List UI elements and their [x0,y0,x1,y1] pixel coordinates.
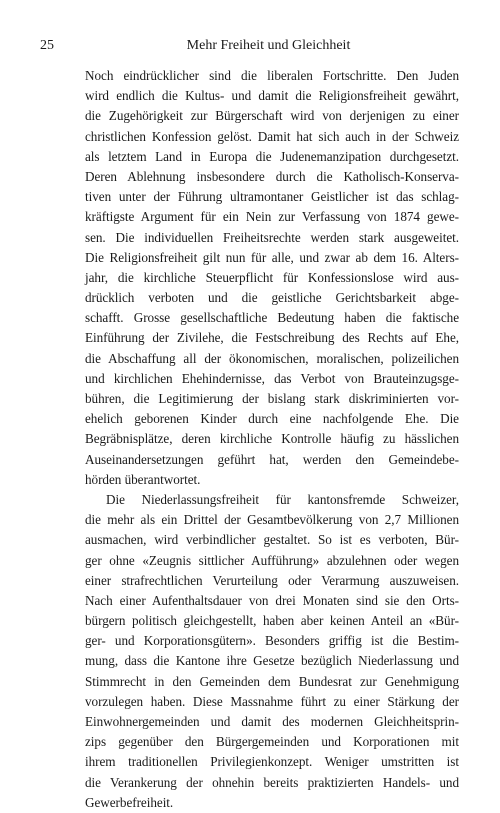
text-line: und kirchlichen Ehehindernisse, das Verbot von Brauteinzugsge- [85,370,459,386]
text-line: ger ohne «Zeugnis sittlicher Aufführung» abzulehnen oder wegen [85,552,459,568]
text-line: tiven unter der Führung ultramontaner Geistlicher ist das schlag- [85,189,459,205]
text-line: die mehr als ein Drittel der Gesamtbevölkerung von 2,7 Millionen [85,512,459,528]
text-line: Begräbnisplätze, deren kirchliche Kontrolle häufig zu hässlichen [85,431,459,447]
paragraph-1 [85,66,459,490]
text-line: Noch eindrücklicher sind die liberalen Fortschritte. Den Juden [85,68,459,83]
text-line: ihrem traditionellen Privilegienkonzept. Weniger umstritten ist [85,754,459,770]
text-line: Die Niederlassungsfreiheit für kantonsfremde Schweizer, [106,491,459,507]
text-line: hörden überantwortet. [85,471,201,487]
text-line: bürgern politisch gleichgestellt, haben aber keinen Anteil an «Bür- [85,613,459,629]
text-line: Stimmrecht in den Gemeinden dem Bundesrat zur Genehmigung [85,673,459,689]
text-line: Einführung der Zivilehe, die Festschreibung des Rechts auf Ehe, [85,330,459,346]
body-text [85,66,459,813]
text-line: christlichen Konfession gelöst. Damit hat sich auch in der Schweiz [85,128,459,144]
text-line: Auseinandersetzungen geführt hat, werden den Gemeindebe- [85,451,459,467]
text-line: als letztem Land in Europa die Judenemanzipation durchgesetzt. [85,148,459,164]
text-line: Deren Ablehnung insbesondere durch die Katholisch-Konserva- [85,168,459,184]
text-line: Nach einer Aufenthaltsdauer von drei Monaten sind sie den Orts- [85,592,459,608]
text-line: Einwohnergemeinden und damit des modernen Gleichheitsprin- [85,714,459,729]
running-head [40,36,452,56]
text-line: schafft. Grosse gesellschaftliche Bedeutung haben die faktische [85,310,459,326]
text-line: die Zugehörigkeit zur Bürgerschaft wird von derjenigen zu einer [85,108,459,124]
text-line: ausmachen, wird verbindlicher gestaltet. So ist es verboten, Bür- [85,532,459,548]
text-line: Gewerbefreiheit. [85,794,174,810]
running-head-title: Mehr Freiheit und Gleichheit [186,38,351,53]
text-line: wird endlich die Kultus- und damit die Religionsfreiheit gewährt, [85,88,459,104]
text-line: drücklich verboten und die geistliche Gerichtsbarkeit abge- [85,290,459,306]
text-line: jahr, die kirchliche Steuerpflicht für Konfessionslose wird aus- [85,269,459,285]
page-number: 25 [40,38,54,53]
text-line: einer strafrechtlichen Verurteilung oder Verarmung auszuweisen. [85,572,459,588]
text-line: die Verankerung der ohnehin bereits praktizierten Handels- und [85,774,459,790]
text-line: die Abschaffung all der ökonomischen, moralischen, polizeilichen [85,350,459,366]
text-line: kräftigste Argument für ein Nein zur Verfassung von 1874 gewe- [85,209,459,225]
text-line: zips gegenüber den Bürgergemeinden und Korporationen mit [85,734,459,750]
text-line: mung, dass die Kantone ihre Gesetze bezüglich Niederlassung und [85,653,459,669]
text-line: vorzulegen haben. Diese Massnahme führt zu einer Stärkung der [85,693,459,709]
text-line: ger- und Korporationsgütern». Besonders griffig ist die Bestim- [85,633,459,649]
text-line: sen. Die individuellen Freiheitsrechte werden stark ausgeweitet. [85,229,459,245]
text-line: ehelich geborenen Kinder durch eine nachfolgende Ehe. Die [85,411,459,427]
text-line: bühren, die Legitimierung der bislang stark diskriminierten vor- [85,391,459,406]
text-line: Die Religionsfreiheit gilt nun für alle, und zwar ab dem 16. Alters- [85,249,459,265]
paragraph-2 [85,490,459,813]
